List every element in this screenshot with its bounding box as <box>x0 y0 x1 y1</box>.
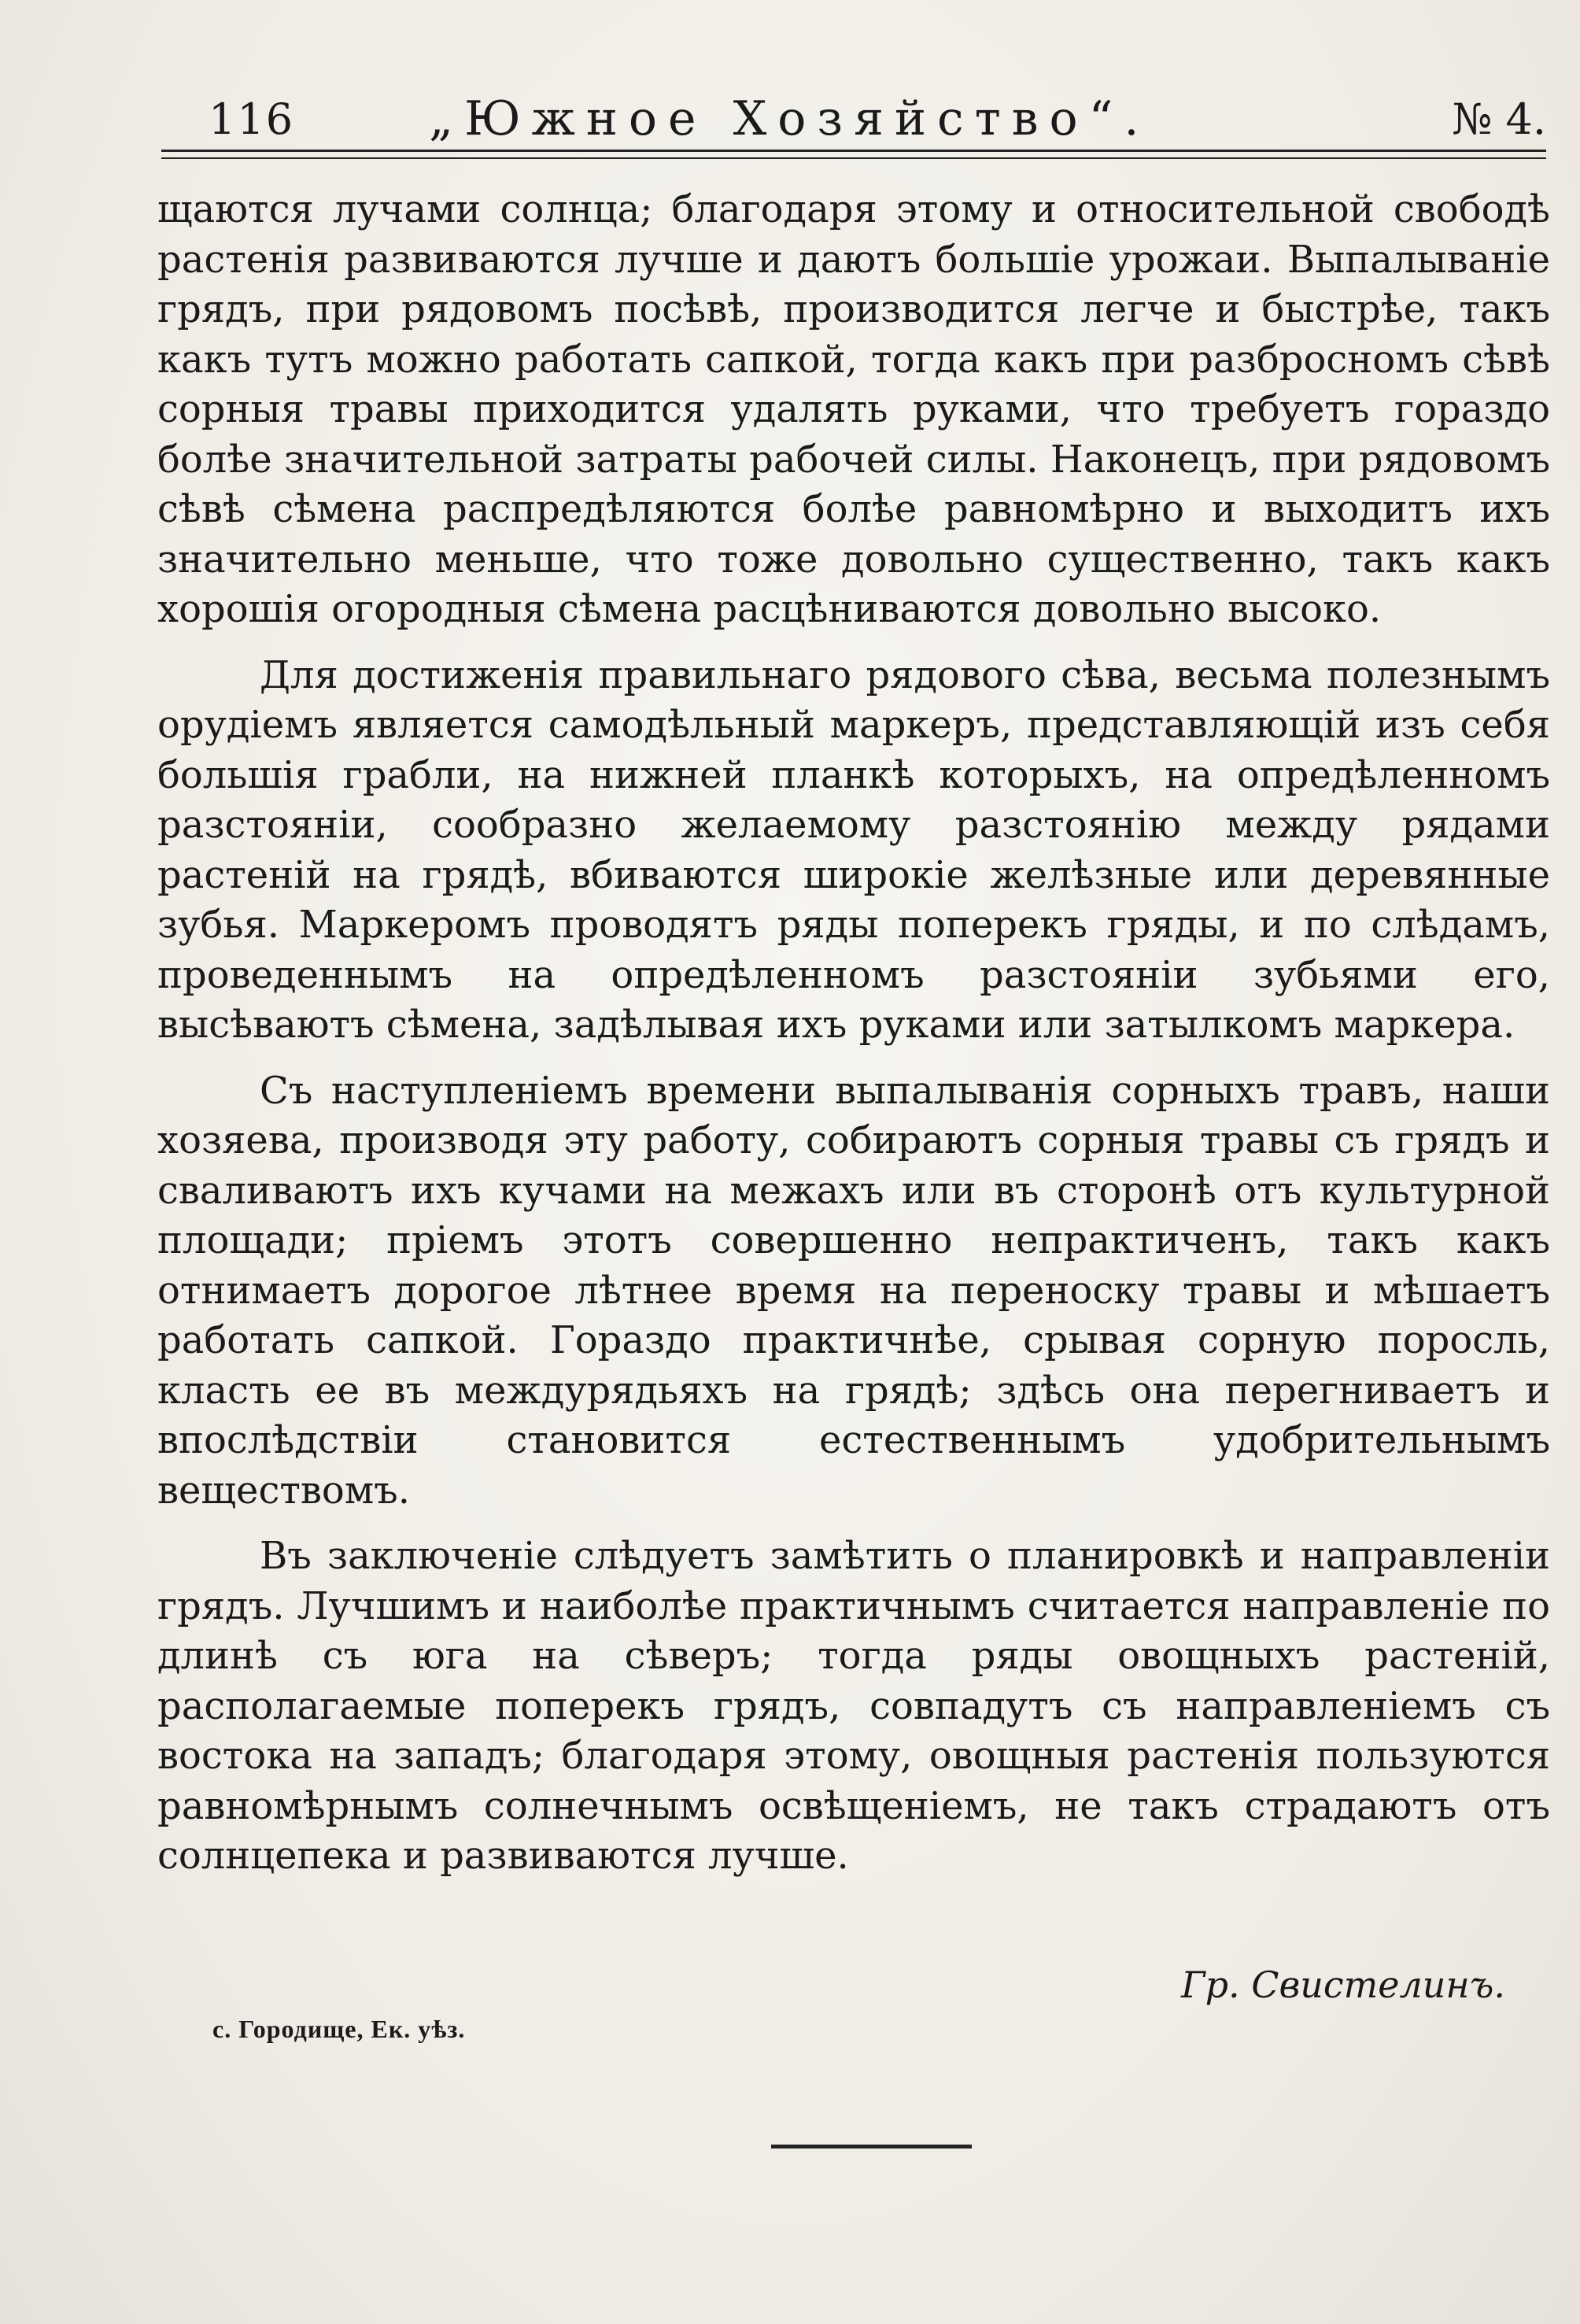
page-header <box>161 87 1546 150</box>
issue-number: № 4. <box>1452 94 1546 144</box>
paragraph-conclusion: Въ заключеніе слѣдуетъ замѣтить о планировкѣ и направленіи грядъ. Лучшимъ и наиболѣе практичнымъ считается направленіе по длинѣ съ юга на сѣверъ; тогда ряды овощныхъ растеній, располагаемые поперекъ грядъ, совпадутъ съ направленіемъ съ востока на западъ; благодаря этому, овощныя растенія пользуются равномѣрнымъ солнечнымъ освѣщеніемъ, не такъ страдаютъ отъ солнцепека и развиваются лучше. <box>157 1534 1550 1878</box>
paragraph-marker: Для достиженія правильнаго рядового сѣва, весьма полезнымъ орудіемъ является самодѣльный маркеръ, представляющій изъ себя большія грабли, на нижней планкѣ которыхъ, на опредѣленномъ разстояніи, сообразно желаемому разстоянію между рядами растеній на грядѣ, вбиваются широкіе желѣзные или деревянные зубья. Маркеромъ проводятъ ряды поперекъ гряды, и по слѣдамъ, проведеннымъ на опредѣленномъ разстояніи зубьями его, высѣваютъ сѣмена, задѣлывая ихъ руками или затылкомъ маркера. <box>157 652 1550 1047</box>
author-signature: Гр. Свистелинъ. <box>1181 1964 1505 2006</box>
end-of-article-rule <box>771 2145 972 2148</box>
author-location: с. Городище, Ек. уѣз. <box>212 2015 466 2043</box>
header-rule-thin <box>161 157 1546 159</box>
page-number: 116 <box>209 94 295 144</box>
journal-title: „Южное Хозяйство“. <box>429 91 1150 146</box>
paragraph-weeding: Съ наступленіемъ времени выпалыванія сорныхъ травъ, наши хозяева, производя эту работу, собираютъ сорныя травы съ грядъ и сваливаютъ ихъ кучами на межахъ или въ сторонѣ отъ культурной площади; пріемъ этотъ совершенно непрактиченъ, такъ какъ отнимаетъ дорогое лѣтнее время на переноску травы и мѣшаетъ работать сапкой. Гораздо практичнѣе, срывая сорную поросль, класть ее въ междурядьяхъ на грядѣ; здѣсь она перегниваетъ и впослѣдствіи становится естественнымъ удобрительнымъ веществомъ. <box>157 1068 1550 1513</box>
paragraph-continuation: щаются лучами солнца; благодаря этому и относительной свободѣ растенія развиваются лучше и даютъ большіе урожаи. Выпалываніе грядъ, при рядовомъ посѣвѣ, производится легче и быстрѣе, такъ какъ тутъ можно работать сапкой, тогда какъ при разбросномъ сѣвѣ сорныя травы приходится удалять руками, что требуетъ гораздо болѣе значительной затраты рабочей силы. Наконецъ, при рядовомъ сѣвѣ сѣмена распредѣляются болѣе равномѣрно и выходитъ ихъ значительно меньше, что тоже довольно существенно, такъ какъ хорошія огородныя сѣмена расцѣниваются довольно высоко. <box>157 187 1550 631</box>
article-body <box>157 185 1550 1882</box>
header-rule-thick <box>161 150 1546 152</box>
